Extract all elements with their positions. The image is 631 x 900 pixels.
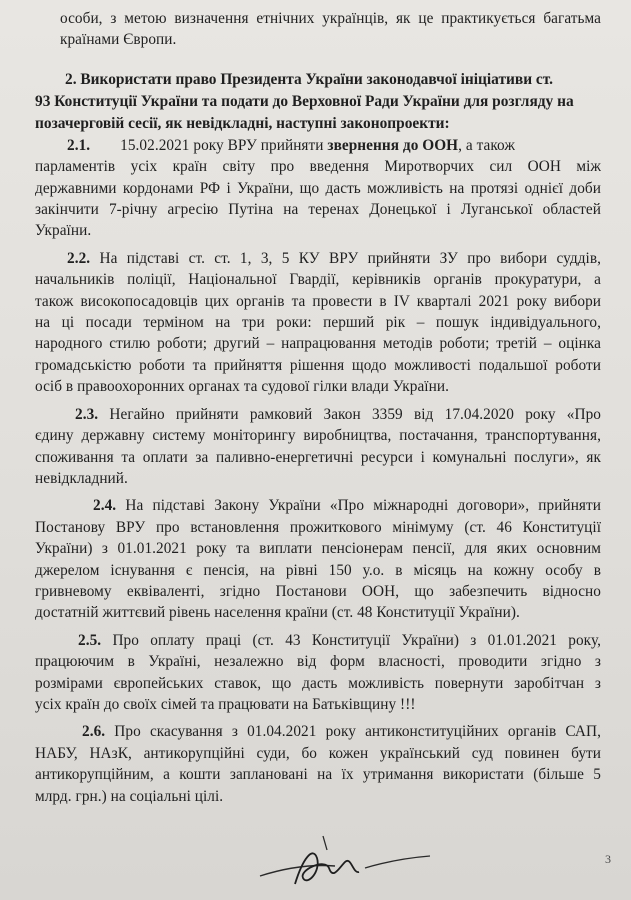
text-line: невідкладний.	[35, 469, 128, 487]
paragraph-2-2-first-line	[60, 248, 601, 269]
text-line: начальників поліції, Національної Гвардії, керівників органів прокуратури, а	[35, 271, 601, 289]
item-number: 2.4.	[93, 497, 117, 515]
text-line: розмірами європейських ставок, що дасть можливість повернути заробітчан з	[35, 674, 601, 692]
text-line: закінчити 7-річну агресію Путіна на теренах Донецької і Луганської областей	[35, 201, 601, 219]
text-span: , а також	[458, 136, 515, 154]
text-line: гривневому еквіваленті, згідно Постанови ООН, що забезпечить відносно	[35, 582, 601, 600]
text-line: громадськістю роботи та прийняття рішення щодо можливості подальшої роботи	[35, 356, 601, 374]
text-span: На підставі Закону України «Про міжнародні договори», прийняти	[116, 497, 601, 515]
section-heading: позачерговій сесії, як невідкладні, наступні законопроекти:	[35, 114, 450, 132]
paragraph-2-1-first-line	[60, 135, 601, 156]
text-span: На підставі ст. ст. 1, 3, 5 КУ ВРУ прийняти ЗУ про вибори суддів,	[90, 249, 601, 267]
text-line: парламентів усіх країн світу про введення Миротворчих сил ООН між	[35, 158, 601, 176]
text-line: народного стилю роботи; другий – напрацювання методів роботи; третій – оцінка	[35, 335, 601, 353]
text-line: на ці посади терміном на три роки: перший рік – пошук індивідуального,	[35, 314, 601, 332]
section-heading: 93 Конституції України та подати до Верховної Ради України для розгляду на	[35, 92, 574, 110]
handwritten-signature	[255, 828, 455, 890]
paragraph-2-6-first-line	[60, 721, 601, 742]
paragraph-2-3-first-line	[60, 404, 601, 425]
page-number: 3	[605, 852, 611, 866]
text-line: антикорупційним, а кошти заплановані на їх утримання використати (більше 5	[35, 766, 601, 784]
text-line: усіх країн до своїх сімей та працювати на Батьківщину !!!	[35, 695, 416, 713]
text-line: млрд. грн.) на соціальні цілі.	[35, 787, 224, 805]
text-line: НАБУ, НАзК, антикорупційні суди, бо кожен український суд повинен бути	[35, 744, 601, 762]
paragraph-2-4-first-line	[60, 495, 601, 516]
text-line: достатній життєвий рівень населення країни (ст. 48 Конституції України).	[35, 604, 520, 622]
text-line: єдину державну систему моніторингу виробництва, постачання, транспортування,	[35, 427, 601, 445]
item-number: 2.2.	[67, 249, 91, 267]
item-number: 2.3.	[75, 405, 99, 423]
text-line: Постанову ВРУ про встановлення прожиткового мінімуму (ст. 46 Конституції	[35, 518, 601, 536]
text-span: Про оплату праці (ст. 43 Конституції України) з 01.01.2021 року,	[101, 631, 601, 649]
text-line: працюючим в Україні, незалежно від форм власності, проводити згідно з	[35, 653, 601, 671]
text-span-bold: звернення до ООН	[327, 136, 459, 154]
text-line: державними кордонами РФ і України, що дасть можливість на протязі однієї доби	[35, 179, 601, 197]
text-line: України.	[35, 222, 92, 240]
text-line: споживання та оплати за паливно-енергетичні ресурси і комунальні послуги», як	[35, 448, 601, 466]
item-number: 2.1.	[67, 136, 91, 154]
text-line: джерелом існування є пенсія, на рівні 150 у.о. в місяць на кожну особу в	[35, 561, 601, 579]
text-span: 15.02.2021 року ВРУ прийняти	[120, 136, 324, 154]
text-line: також високопосадовців цих органів та провести в IV кварталі 2021 року вибори	[35, 292, 601, 310]
section-heading: 2. Використати право Президента України законодавчої ініціативи ст.	[65, 70, 553, 88]
text-line: країнами Європи.	[60, 31, 177, 49]
item-number: 2.5.	[78, 631, 102, 649]
text-line: осіб в правоохоронних органах та судової гілки влади України.	[35, 378, 449, 396]
text-span: Про скасування з 01.04.2021 року антиконституційних органів САП,	[105, 723, 601, 741]
item-number: 2.6.	[82, 723, 106, 741]
text-line: України) з 01.01.2021 року та виплати пенсіонерам пенсії, для яких основним	[35, 540, 601, 558]
text-span: Негайно прийняти рамковий Закон 3359 від 17.04.2020 року «Про	[98, 405, 601, 423]
text-line: особи, з метою визначення етнічних українців, як це практикується багатьма	[60, 10, 601, 27]
paragraph-2-5-first-line	[60, 630, 601, 651]
